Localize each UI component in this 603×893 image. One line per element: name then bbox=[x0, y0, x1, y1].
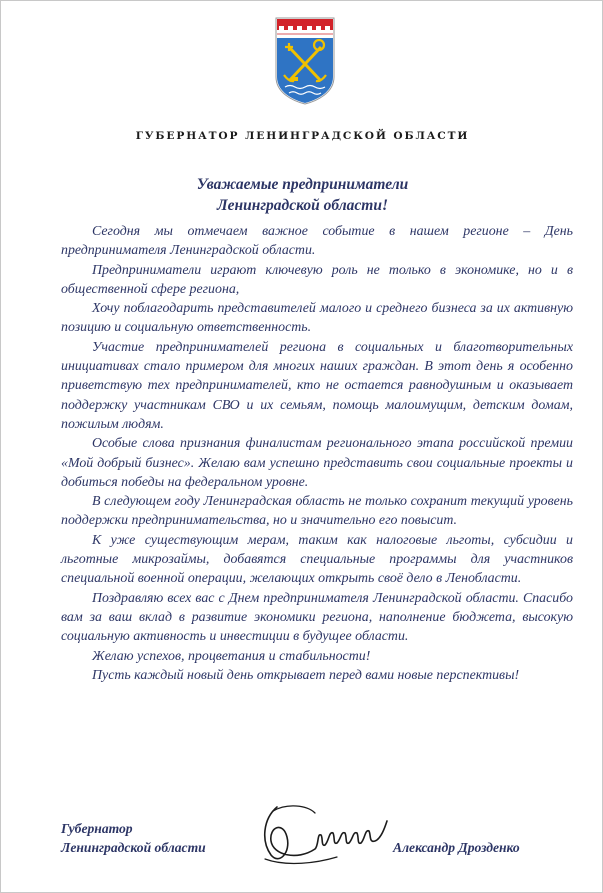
greeting-line-2: Ленинградской области! bbox=[216, 197, 389, 214]
paragraph: Сегодня мы отмечаем важное событие в нашем регионе – День предпринимателя Ленинградской области. bbox=[61, 224, 573, 259]
paragraph: Пусть каждый новый день открывает перед вами новые перспективы! bbox=[92, 667, 520, 683]
signatory-position bbox=[61, 819, 206, 857]
paragraph: К уже существующим мерам, таким как налоговые льготы, субсидии и льготные микрозаймы, добавятся специальные программы для участников специальной военной операции, желающих открыть своё дело в Ленобласти. bbox=[61, 532, 573, 587]
paragraph: Поздравляю всех вас с Днем предпринимателя Ленинградской области. Спасибо вам за ваш вклад в развитие экономики региона, наполнение бюджета, высокую социальную активность и инвестиции в будущее области. bbox=[61, 590, 573, 645]
handwritten-signature-icon bbox=[257, 797, 397, 875]
signatory-position-line-1: Губернатор bbox=[61, 821, 133, 836]
coat-of-arms-icon bbox=[275, 17, 335, 105]
signatory-name: Александр Дрозденко bbox=[393, 840, 520, 855]
signatory-position-line-2: Ленинградской области bbox=[61, 840, 206, 855]
paragraph: В следующем году Ленинградская область не только сохранит текущий уровень поддержки предпринимательства, но и значительно его повысит. bbox=[61, 494, 573, 529]
greeting bbox=[1, 174, 603, 216]
paragraph: Хочу поблагодарить представителей малого и среднего бизнеса за их активную позицию и социальную ответственность. bbox=[61, 301, 573, 336]
paragraph: Участие предпринимателей региона в социальных и благотворительных инициативах стало примером для многих наших граждан. В этот день я особенно приветствую тех предпринимателей, кто не остается равнодушным и оказывает поддержку участникам СВО и их семьям, помощь малоимущим, детским домам, пожилым людям. bbox=[61, 339, 573, 432]
page-title: ГУБЕРНАТОР ЛЕНИНГРАДСКОЙ ОБЛАСТИ bbox=[135, 130, 470, 142]
paragraph: Желаю успехов, процветания и стабильности! bbox=[92, 648, 371, 664]
paragraph: Предприниматели играют ключевую роль не только в экономике, но и в общественной сфере региона, bbox=[61, 262, 573, 297]
greeting-line-1: Уважаемые предприниматели bbox=[196, 176, 409, 193]
letter-body bbox=[61, 222, 573, 685]
paragraph: Особые слова признания финалистам регионального этапа российской премии «Мой добрый бизнес». Желаю вам успешно представить свои социальные проекты и добиться победы на федеральном уровне. bbox=[61, 436, 573, 490]
